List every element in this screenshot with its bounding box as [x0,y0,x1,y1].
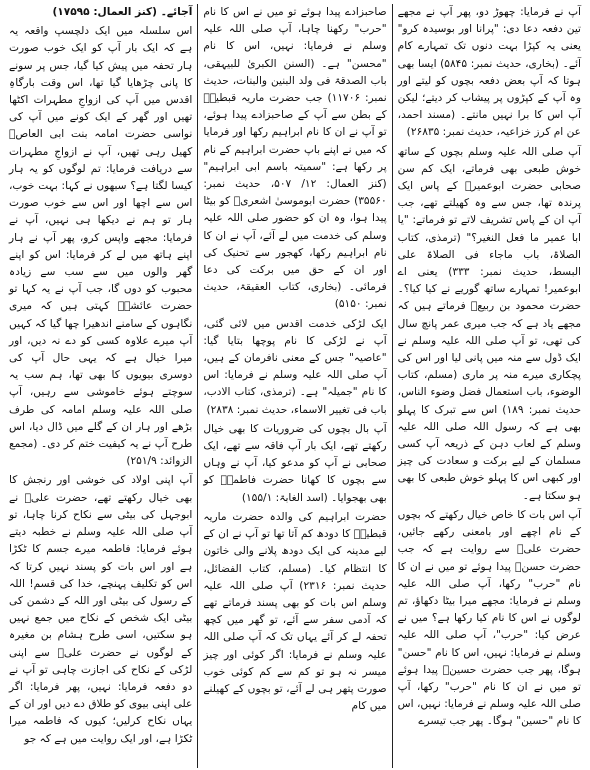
column-middle [198,4,391,768]
column-divider [392,4,393,768]
column-right [393,4,586,768]
paragraph: آجائے۔ (کنز العمال: ۱۷۵۹۵) [52,6,193,18]
paragraph: آپ نے فرمایا: چھوڑ دو، پھر آپ نے مجھے تین دفعہ دعا دی: "پرانا اور بوسیدہ کرو" یعنی یہ کپڑا بہت دنوں تک تمہارے کام آئے۔ (بخاری، حدیث نمبر: ۵۸۴۵) ایسا بھی ہوتا کہ آپ بعض دفعہ بچوں کو لیتے اور وہ آپ کے کپڑوں پر پیشاب کر دیتے؛ لیکن آپ اس کا برا نہیں مانتے۔ (مسند احمد، عن ام کرز خزاعیہ، حدیث نمبر: ۲۶۸۳۵) [397,6,581,139]
column-left [4,4,197,768]
paragraph: ایک لڑکی خدمت اقدس میں لائی گئی، آپ نے لڑکی کا نام پوچھا بتایا گیا: "عاصیہ" جس کے معنی نافرمان کے ہیں، آپ صلی اللہ علیہ وسلم نے فرمایا: اس کا نام "جمیلہ" ہے۔ (ترمذی، کتاب الادب، باب فی تغییر الاسماء، حدیث نمبر: ۲۸۳۸) [203,317,387,416]
paragraph: اس سلسلہ میں ایک دلچسپ واقعہ یہ ہے کہ ایک بار آپ کو ایک خوب صورت ہار تحفہ میں پیش کیا گیا، جس پر سونے کا پانی چڑھایا گیا تھا، اس وقت بارگاہِ اقدس میں آپ کی ازواجِ مطہرات اکٹھا تھیں اور گھر کے ایک کونے میں آپ کی نواسی حضرت امامہ بنت ابی العاصؓ کھیل رہی تھیں، آپ نے ازواجِ مطہرات سے دریافت فرمایا: تم لوگوں کو یہ ہار کیسا لگتا ہے؟ سبھوں نے کہا: بہت خوب، اس سے اچھا اور اس سے خوب صورت ہار تو ہم نے دیکھا ہی نہیں، آپ نے فرمایا: مجھے واپس کرو، پھر آپ نے ہار اپنے ہاتھ میں لے کر فرمایا: اس کو اپنے گھر والوں میں سے سب سے زیادہ محبوب کو دوں گا، جب آپ نے یہ کہا تو حضرت عائشہؓ کہتی ہیں کہ میری نگاہوں کے سامنے اندھیرا چھا گیا کہ کہیں آپ میرے علاوہ کسی کو دے نہ دیں، اور میرا خیال ہے کہ یہی حال آپ کی دوسری بیویوں کا بھی تھا، ہم سب یہ سوچتے ہوئے خاموشی سے رہیں، آپ صلی اللہ علیہ وسلم امامہ کی طرف بڑھے اور ہار ان کے گلے میں ڈال دیا، اس طرح آپ نے یہ کیفیت ختم کر دی۔ (مجمع الزوائد: ۲۵۱/۹) [9,25,193,468]
paragraph: آپ صلی اللہ علیہ وسلم بچوں کے ساتھ خوش طبعی بھی فرماتے، ایک کم سن صحابی حضرت ابوعمیرؓ کے پاس ایک پرندہ تھا، جس سے وہ کھیلتے تھے، جب آپ ان کے پاس تشریف لاتے تو فرماتے: "یا ابا عمیر ما فعل النغیر؟" (ترمذی، کتاب الصلاۃ، باب ماجاء فی الصلاۃ علی البسط، حدیث نمبر: ۳۳۳) یعنی اے ابوعمیر! تمہارے ساتھ گوریے نے کیا کیا؟۔ حضرت محمود بن ربیعؓ فرماتے ہیں کہ مجھے یاد ہے کہ جب میری عمر پانچ سال کی تھی، تو آپ صلی اللہ علیہ وسلم نے ایک ڈول سے منہ میں پانی لیا اور اس کی پچکاری میرے منہ پر ماری (مسلم، کتاب الوضوء، باب استعمال فضل وضوء الناس، حدیث نمبر: ۱۸۹) اس سے تبرک کا پہلو بھی ہے کہ رسول اللہ صلی اللہ علیہ وسلم کے لعاب دہن کے ذریعہ آپ کسی مسلمان کے لیے برکت و سعادت کی چیز اور کبھی اس کا پہلو خوش طبعی کا بھی ہو سکتا ہے۔ [397,145,581,502]
paragraph: صاحبزادے پیدا ہوئے تو میں نے اس کا نام "حرب" رکھنا چاہا، آپ صلی اللہ علیہ وسلم نے فرمایا: نہیں، اس کا نام "محسن" ہے۔ (السنن الکبریٰ للبیہقی، باب الصدقۃ فی ولد البنین والبنات، حدیث نمبر: ۱۱۷۰۶) جب حضرت ماریہ قبطیہؓ کے بطن سے آپ کے صاحبزادے پیدا ہوئے، تو آپ نے ان کا نام ابراہیم رکھا اور فرمایا کہ میں نے اپنے باپ حضرت ابراہیم کے نام پر رکھا ہے: "سمیتہ باسم ابی ابراہیم" (کنز العمال: ۱۲/ ۵۰۷، حدیث نمبر: ۳۵۵۶۰) حضرت ابوموسیٰ اشعریؓ کو بیٹا پیدا ہوا، وہ ان کو حضور صلی اللہ علیہ وسلم کی خدمت میں لے آئے، آپ نے ان کا نام ابراہیم رکھا، کھجور سے تحنیک کی اور ان کے حق میں برکت کی دعا فرمائی۔ (بخاری، کتاب العقیقۃ، حدیث نمبر: ۵۱۵۰) [203,6,387,311]
paragraph: حضرت ابراہیم کی والدہ حضرت ماریہ قبطیہؓ کا دودھ کم آتا تھا تو آپ نے ان کے لیے مدینہ کی ایک دودھ پلانے والی خاتون کا انتظام کیا۔ (مسلم، کتاب الفضائل، حدیث نمبر: ۲۳۱۶) آپ صلی اللہ علیہ وسلم اس بات کو بھی پسند فرماتے تھے کہ آدمی سفر سے آئے، تو گھر میں کچھ تحفہ لے کر آئے یہاں تک کہ آپ صلی اللہ علیہ وسلم نے فرمایا: اگر کوئی اور چیز میسر نہ ہو تو کم سے کم کوئی خوب صورت پتھر ہی لے آئے، تو بچوں کے کھیلنے میں کام [203,510,387,713]
paragraph: آپ اپنی اولاد کی خوشی اور رنجش کا بھی خیال رکھتے تھے، حضرت علیؓ نے ابوجہل کی بیٹی سے نکاح کرنا چاہا، تو آپ صلی اللہ علیہ وسلم نے خطبہ دیتے ہوئے فرمایا: فاطمہ میرے جسم کا ٹکڑا ہے اور اس بات کو پسند نہیں کرتا کہ اس کو تکلیف پہنچے، خدا کی قسم! اللہ کے رسول کی بیٹی اور اللہ کے دشمن کی بیٹی ایک شخص کے نکاح میں جمع نہیں ہو سکتیں، اسی طرح ہشام بن مغیرہ کے لوگوں نے حضرت علیؓ سے اپنی لڑکی کے نکاح کی اجازت چاہی تو آپ نے دو دفعہ فرمایا: نہیں، پھر فرمایا: اگر علی اپنی بیوی کو طلاق دے دیں اور ان کے یہاں نکاح کرلیں؛ کیوں کہ فاطمہ میرا ٹکڑا ہے، اور ایک روایت میں ہے کہ جو [9,474,193,745]
paragraph: آپ بال بچوں کی ضروریات کا بھی خیال رکھتے تھے، ایک بار آپ فاقہ سے تھے، ایک صحابی نے آپ کو مدعو کیا، آپ نے وہاں سے بچوں کا کھانا حضرت فاطمہؓ کو بھی بھجوایا۔ (اسد الغابۃ: ۱۵۵/۱) [203,422,387,504]
paragraph: آپ اس بات کا خاص خیال رکھتے کہ بچوں کے نام اچھے اور بامعنی رکھے جائیں، حضرت علیؓ سے روایت ہے کہ جب حضرت حسنؓ پیدا ہوئے تو میں نے ان کا نام "حرب" رکھا، آپ صلی اللہ علیہ وسلم نے فرمایا: مجھے میرا بیٹا دکھاؤ، تم لوگوں نے اس کا نام کیا رکھا ہے؟ میں نے عرض کیا: "حرب"، آپ صلی اللہ علیہ وسلم نے فرمایا: نہیں، اس کا نام "حسن" ہوگا، پھر جب حضرت حسینؓ پیدا ہوئے تو میں نے ان کا نام "حرب" رکھا، آپ صلی اللہ علیہ وسلم نے فرمایا: نہیں، اس کا نام "حسین" ہوگا۔ پھر جب تیسرے [397,508,581,728]
column-divider [197,4,198,768]
